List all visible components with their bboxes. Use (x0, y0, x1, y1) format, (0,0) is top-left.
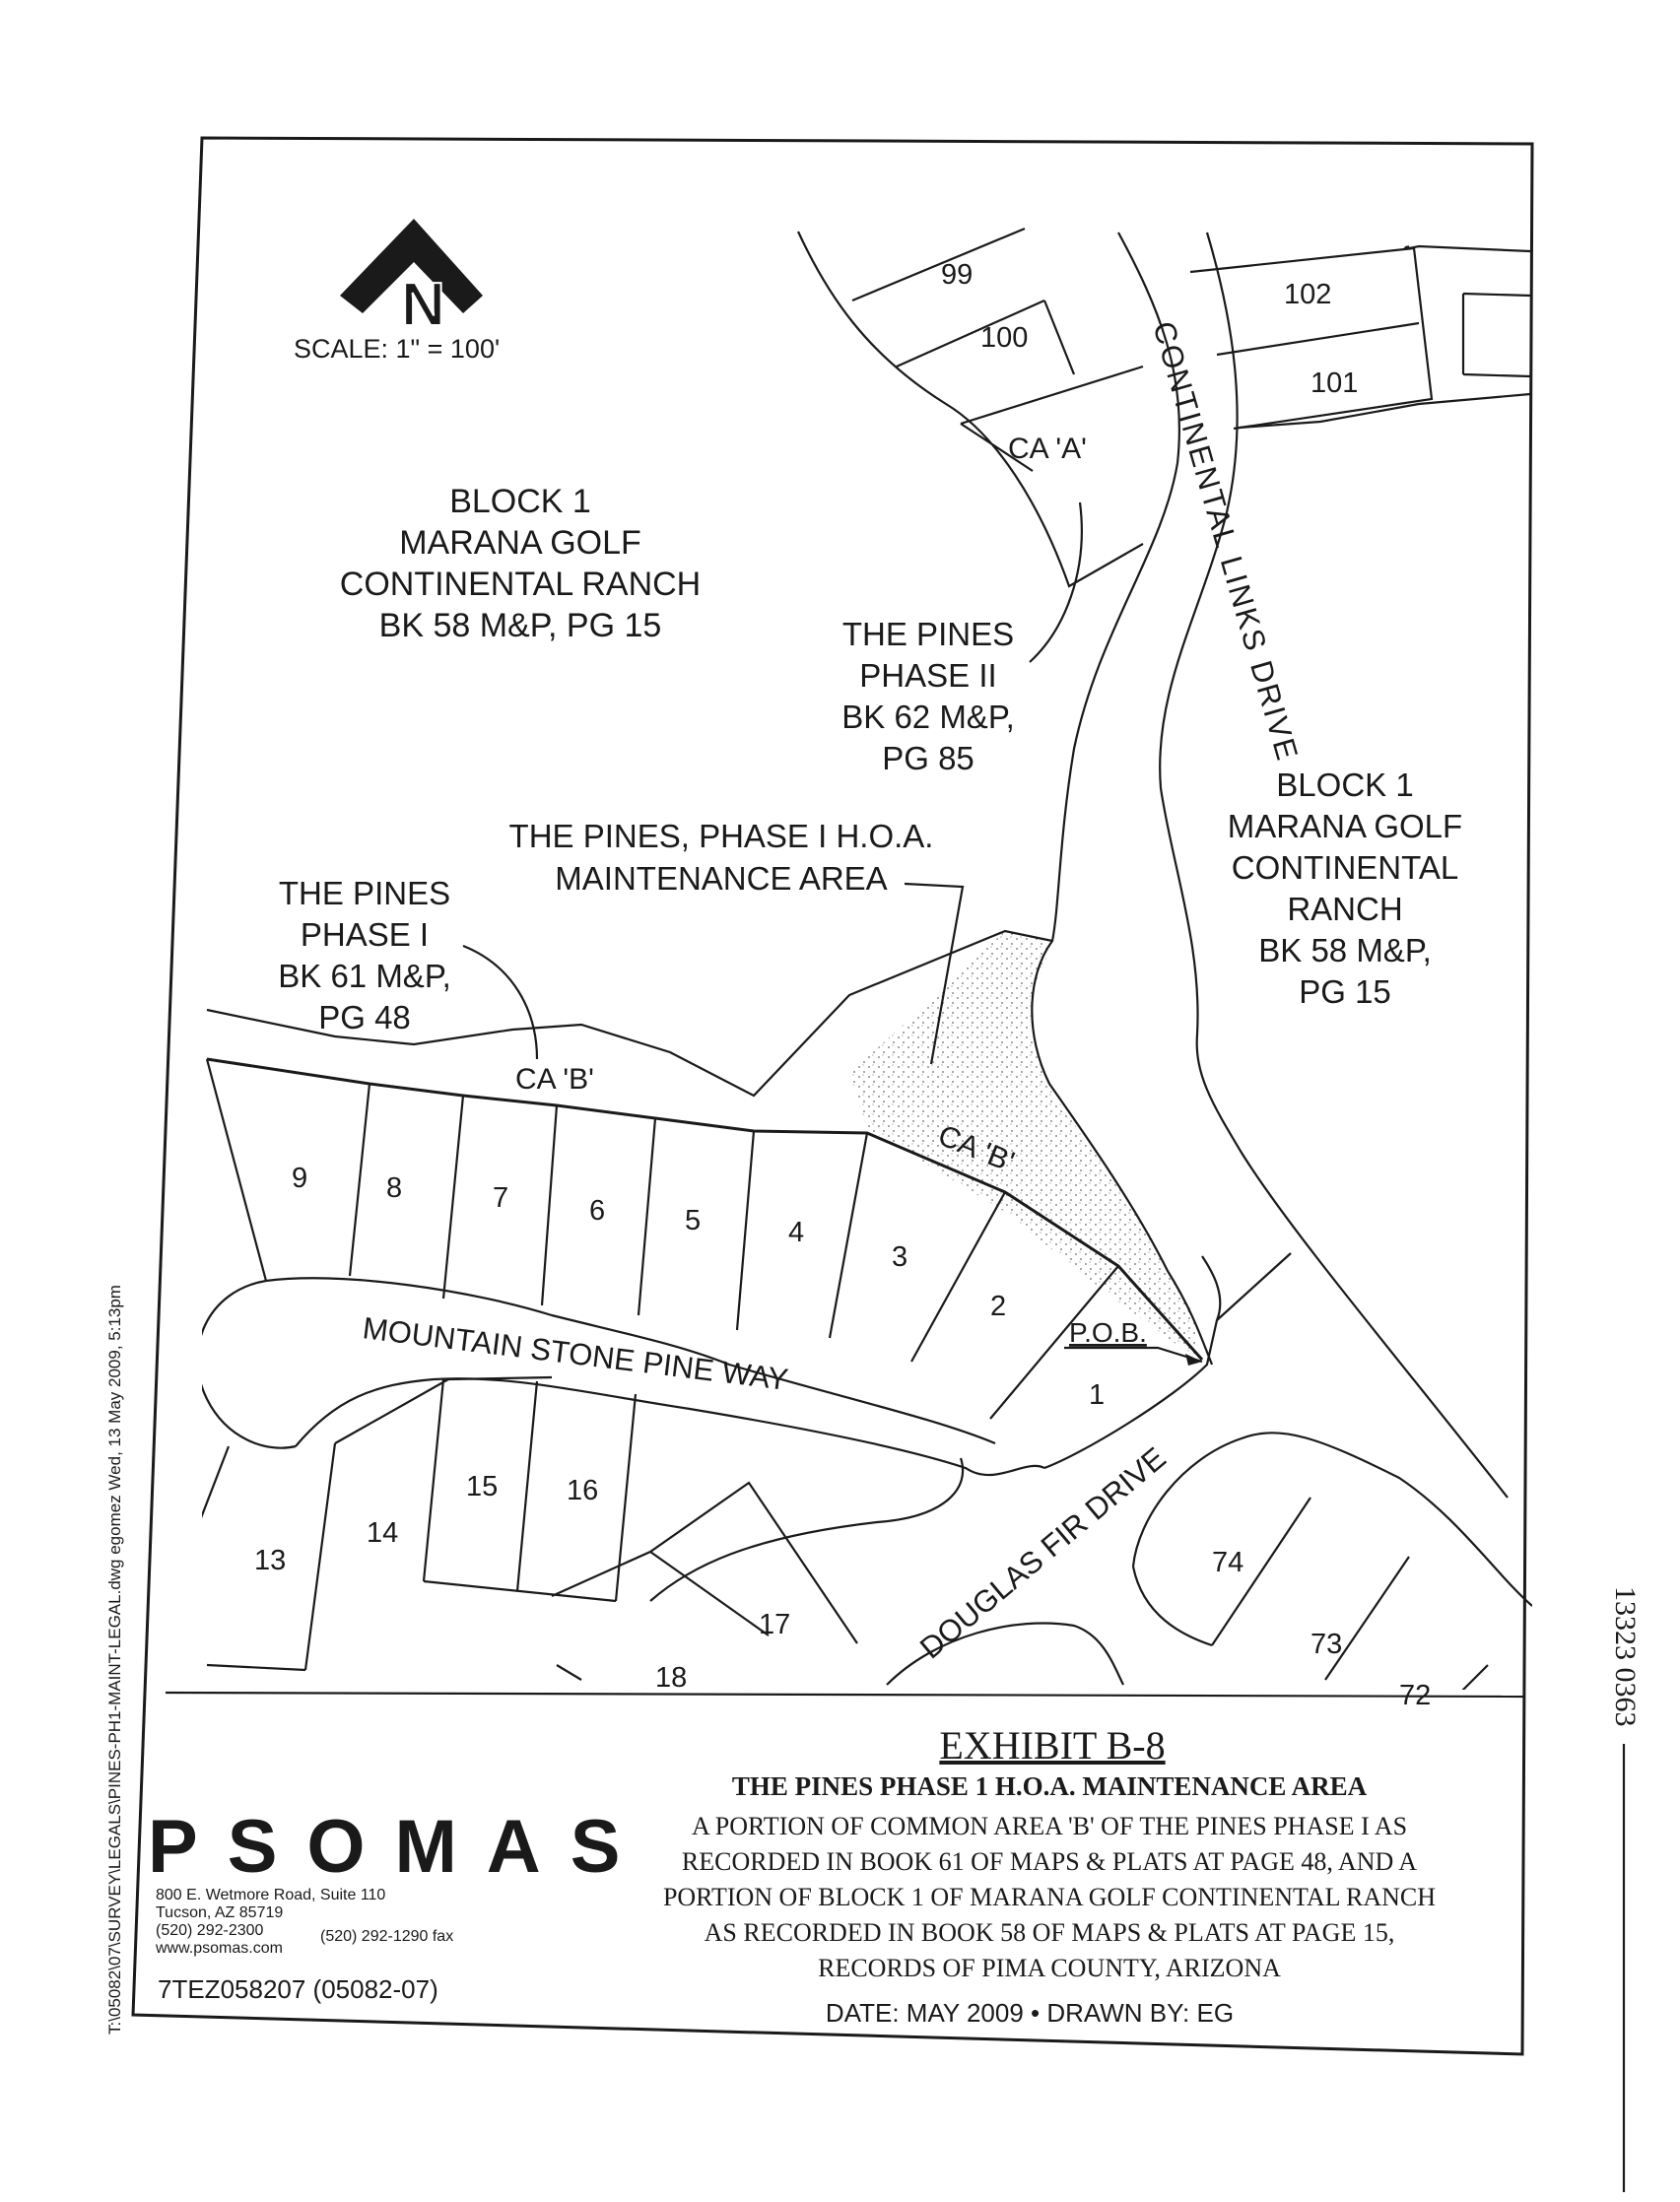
continental-links-drive-label: CONTINENTAL LINKS DRIVE (1146, 317, 1306, 766)
description-line-5: RECORDS OF PIMA COUNTY, ARIZONA (818, 1954, 1281, 1982)
south-lot-lines (182, 1377, 636, 1670)
block1-west-line-3: CONTINENTAL RANCH (339, 566, 702, 603)
lot-73: 73 (1310, 1629, 1343, 1660)
maintenance-area-label (509, 818, 934, 897)
lot-3: 3 (892, 1241, 908, 1273)
block1-east-line-2: MARANA GOLF (1227, 808, 1463, 844)
pob-label: P.O.B. (1069, 1317, 1147, 1348)
block-east-boundary (1240, 246, 1530, 428)
block1-east-label (1228, 767, 1462, 1010)
job-number: 7TEZ058207 (05082-07) (158, 1974, 438, 2004)
recording-number: 13323 0363 (1609, 1586, 1642, 1727)
lot-2: 2 (990, 1291, 1007, 1322)
lot-100: 100 (980, 322, 1029, 354)
lot-18: 18 (655, 1662, 688, 1694)
company-address-2: Tucson, AZ 85719 (156, 1904, 284, 1921)
file-path-stamp: T:\05082\07\SURVEY\LEGALS\PINES-PH1-MAINT-LEGAL.dwg egomez Wed, 13 May 2009, 5:13pm (105, 1285, 124, 2035)
title-block-divider (166, 1693, 1525, 1697)
lot-5: 5 (685, 1205, 702, 1236)
phase-1-label-leader (463, 946, 537, 1059)
pob-arrow (1064, 1348, 1202, 1362)
block1-west-line-4: BK 58 M&P, PG 15 (378, 607, 662, 644)
phase1-line-3: BK 61 M&P, (278, 958, 451, 994)
maintenance-line-1: THE PINES, PHASE I H.O.A. (508, 818, 934, 854)
block1-west-line-1: BLOCK 1 (449, 483, 591, 520)
description-line-3: PORTION OF BLOCK 1 OF MARANA GOLF CONTINENTAL RANCH (662, 1883, 1437, 1911)
company-name: PSOMAS (148, 1805, 650, 1889)
lot-99: 99 (941, 259, 974, 291)
exhibit-description (663, 1812, 1436, 1982)
ca-a-label: CA 'A' (1008, 433, 1087, 465)
date-drawn-line: DATE: MAY 2009 • DRAWN BY: EG (825, 1998, 1235, 2028)
phase1-line-1: THE PINES (278, 875, 451, 911)
company-phone: (520) 292-2300 (156, 1922, 264, 1939)
scale-label: SCALE: 1" = 100' (294, 334, 501, 364)
block1-east-line-4: RANCH (1287, 891, 1403, 927)
maintenance-line-2: MAINTENANCE AREA (555, 860, 888, 897)
description-line-1: A PORTION OF COMMON AREA 'B' OF THE PINES PHASE I AS (691, 1812, 1408, 1840)
mountain-stone-south-edge (296, 1378, 1044, 1475)
lot-13: 13 (254, 1545, 287, 1576)
phase2-line-2: PHASE II (859, 657, 997, 694)
lot-102: 102 (1284, 279, 1332, 310)
lot-8: 8 (386, 1172, 403, 1204)
company-address-1: 800 E. Wetmore Road, Suite 110 (156, 1887, 386, 1903)
company-contact (155, 1887, 453, 1957)
ca-b-top-label: CA 'B' (515, 1063, 594, 1096)
phase2-line-4: PG 85 (882, 740, 974, 776)
north-arrow-icon (340, 219, 483, 339)
lot-1: 1 (1089, 1379, 1106, 1411)
block1-east-line-5: BK 58 M&P, (1258, 932, 1432, 968)
lot-17: 17 (759, 1609, 791, 1640)
north-letter: N (401, 271, 445, 339)
lot-72: 72 (1399, 1680, 1432, 1711)
lot-17-18-lines (552, 1483, 857, 1680)
company-fax: (520) 292-1290 fax (320, 1928, 454, 1945)
psomas-logo (148, 1805, 649, 1889)
lot-74: 74 (1212, 1547, 1244, 1578)
lot-102-101-lines (1190, 246, 1432, 429)
mountain-stone-pine-way-label: MOUNTAIN STONE PINE WAY (361, 1310, 790, 1397)
phase1-line-4: PG 48 (318, 999, 411, 1035)
description-line-4: AS RECORDED IN BOOK 58 OF MAPS & PLATS AT PAGE 15, (704, 1918, 1395, 1947)
phase2-line-1: THE PINES (841, 616, 1015, 652)
block1-east-line-1: BLOCK 1 (1276, 767, 1414, 803)
block1-west-label (340, 483, 701, 644)
lot-15: 15 (466, 1471, 499, 1502)
phase1-line-2: PHASE I (300, 916, 430, 953)
phase2-line-3: BK 62 M&P, (841, 699, 1015, 735)
lot-4: 4 (788, 1217, 805, 1248)
lot-9: 9 (292, 1163, 308, 1194)
block1-west-line-2: MARANA GOLF (399, 524, 641, 562)
company-web: www.psomas.com (156, 1940, 283, 1957)
lot-101: 101 (1310, 367, 1359, 399)
phase1-label (278, 875, 451, 1035)
block1-east-line-6: PG 15 (1299, 973, 1391, 1010)
lot-7: 7 (493, 1182, 509, 1214)
douglas-fir-west-curve (650, 1458, 963, 1601)
lot-6: 6 (589, 1195, 606, 1227)
mountain-stone-north-edge (197, 1281, 296, 1448)
lot-14: 14 (367, 1517, 399, 1549)
exhibit-title: EXHIBIT B-8 (939, 1723, 1166, 1768)
exhibit-subtitle: THE PINES PHASE 1 H.O.A. MAINTENANCE AREA (731, 1771, 1368, 1801)
phase2-label (841, 616, 1015, 776)
lot-16: 16 (567, 1475, 599, 1506)
block1-east-line-3: CONTINENTAL (1231, 849, 1459, 886)
description-line-2: RECORDED IN BOOK 61 OF MAPS & PLATS AT PAGE 48, AND A (681, 1847, 1418, 1876)
ca-b-right-label: CA 'B' (933, 1118, 1019, 1179)
drawing-frame (133, 138, 1532, 2054)
douglas-fir-drive-label: DOUGLAS FIR DRIVE (913, 1440, 1173, 1666)
